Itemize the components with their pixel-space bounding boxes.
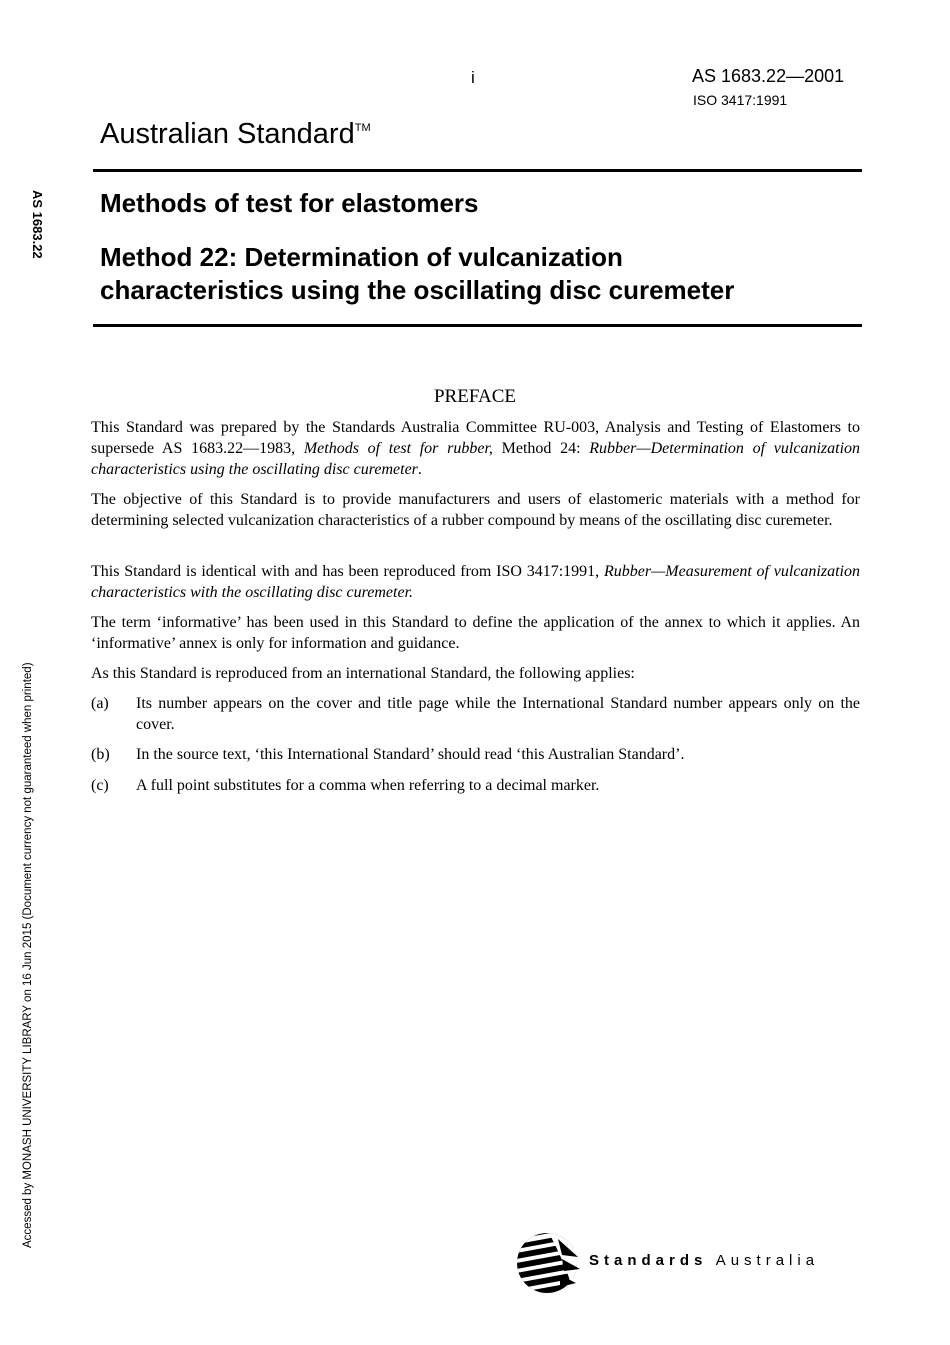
standards-australia-wordmark — [589, 1252, 819, 1269]
preface-paragraph-5: As this Standard is reproduced from an international Standard, the following applies: — [91, 665, 635, 682]
method-title-line1: Method 22: Determination of vulcanization — [100, 242, 623, 272]
p1-title-italic-2: Rubber—Determination of vulcanization characteristics using the oscillating disc curemeter — [91, 440, 861, 478]
list-item-label: (b) — [91, 746, 110, 763]
p1-title-italic: Methods of test for rubber, — [303, 440, 493, 457]
wordmark-bold: Standards — [589, 1252, 708, 1269]
preface-heading: PREFACE — [433, 386, 516, 407]
wordmark-regular: Australia — [715, 1252, 820, 1269]
p3-title-italic: Rubber—Measurement of vulcanization characteristics with the oscillating disc curemeter. — [91, 563, 860, 601]
p1-text-e: . — [417, 461, 422, 478]
list-item-text: In the source text, ‘this International Standard’ should read ‘this Australian Standard’. — [136, 746, 685, 763]
standard-brand-text: Australian Standard — [100, 118, 355, 150]
standard-brand — [100, 118, 371, 151]
method-title-line2: characteristics using the oscillating disc curemeter — [100, 275, 735, 305]
preface-paragraph-1 — [91, 417, 860, 480]
list-item — [91, 775, 860, 796]
preface-paragraph-2: The objective of this Standard is to provide manufacturers and users of elastomeric materials with a method for determining selected vulcanization characteristics of a rubber compound by means of the oscillating disc curemeter. — [91, 491, 860, 529]
list-item-text: A full point substitutes for a comma when referring to a decimal marker. — [136, 777, 600, 794]
side-standard-code: AS 1683.22 — [30, 190, 45, 259]
list-item — [91, 693, 860, 735]
standard-number: AS 1683.22—2001 — [692, 66, 845, 86]
title-rule-bottom — [93, 324, 862, 327]
list-item — [91, 744, 860, 765]
p1-text-a: This Standard was prepared by the Standards Australia Committee RU-003, Analysis and Testing of Elastomers to supersede AS 1683.22—1983, — [91, 419, 860, 457]
list-item-label: (c) — [91, 777, 109, 794]
iso-number: ISO 3417:1991 — [693, 92, 788, 108]
title-rule-top — [93, 169, 862, 172]
p3-text-a: This Standard is identical with and has been reproduced from ISO 3417:1991, — [91, 563, 604, 580]
preface-paragraph-3 — [91, 561, 860, 603]
p1-text-c: Method 24: — [492, 440, 590, 457]
method-title — [100, 241, 860, 307]
access-note: Accessed by MONASH UNIVERSITY LIBRARY on 16 Jun 2015 (Document currency not guaranteed when printed) — [22, 662, 34, 1248]
list-item-text: Its number appears on the cover and title page while the International Standard number appears only on the cover. — [136, 695, 860, 733]
standards-australia-logo-icon — [516, 1229, 582, 1295]
page-number: i — [471, 68, 475, 87]
preface-paragraph-4: The term ‘informative’ has been used in this Standard to define the application of the annex to which it applies. An ‘informative’ annex is only for information and guidance. — [91, 614, 860, 652]
series-title: Methods of test for elastomers — [100, 188, 479, 218]
trademark-mark: TM — [354, 122, 371, 134]
list-item-label: (a) — [91, 695, 109, 712]
